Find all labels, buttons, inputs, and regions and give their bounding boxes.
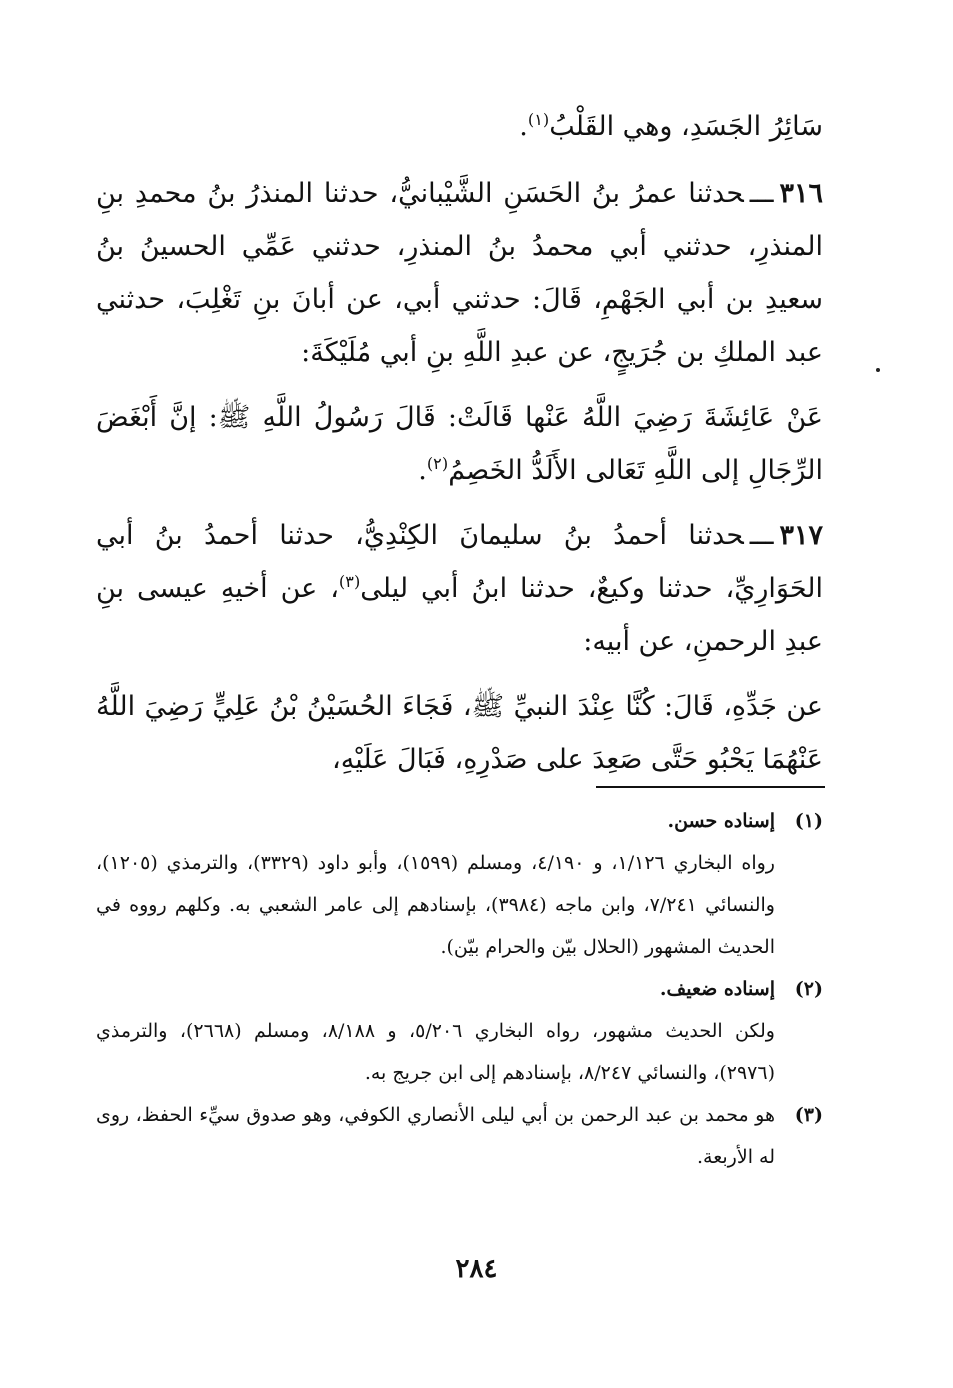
hadith-316-matn bbox=[96, 391, 823, 497]
hadith-number-316: ٣١٦ bbox=[779, 178, 823, 209]
footnote-body: رواه البخاري ١/١٢٦، و ٤/١٩٠، ومسلم (١٥٩٩)، وأبو داود (٣٣٢٩)، والترمذي (١٢٠٥)، والنسائي ٧/٢٤١، وابن ماجه (٣٩٨٤)، بإسنادهم إلى عامر الشعبي به. وكلهم رووه في الحديث المشهور (الحلال بيّن والحرام بيّن). bbox=[96, 852, 775, 958]
footnote-ref-3[interactable]: (٣) bbox=[338, 572, 361, 591]
footnote-ref-1[interactable]: (١) bbox=[527, 110, 550, 129]
footnote-body: هو محمد بن عبد الرحمن بن أبي ليلى الأنصاري الكوفي، وهو صدوق سيِّء الحفظ، روى له الأربعة. bbox=[96, 1104, 775, 1168]
footnote-body: ولكن الحديث مشهور، رواه البخاري ٥/٢٠٦، و ٨/١٨٨، ومسلم (٢٦٦٨)، والترمذي (٢٩٧٦)، والنسائي ٨/٢٤٧، بإسنادهم إلى ابن جريج به. bbox=[96, 1020, 775, 1084]
hadith-317-matn bbox=[96, 680, 823, 786]
footnote-ref-2[interactable]: (٢) bbox=[426, 454, 449, 473]
footnote-number: (١) bbox=[794, 810, 823, 832]
isnad-316-text: حدثنا عمرُ بنُ الحَسَنِ الشَّيْبانيُّ، حدثنا المنذرُ بنُ محمدِ بنِ المنذرِ، حدثني أبي محمدُ بنُ المنذرِ، حدثني عَمِّي الحسينُ بنُ سعيدِ بن أبي الجَهْمِ، قَالَ: حدثني أبي، عن أبانَ بنِ تَغْلِبَ، حدثني عبد الملكِ بن جُرَيجٍ، عن عبدِ اللَّهِ بنِ أبي مُلَيْكَةَ: bbox=[96, 178, 823, 368]
continuation-text: سَائِرُ الجَسَدِ، وهي القَلْبُ bbox=[549, 111, 823, 142]
stray-mark bbox=[876, 368, 880, 372]
page-number: ٢٨٤ bbox=[455, 1254, 498, 1284]
footnote-heading: إسناده حسن. bbox=[667, 810, 775, 832]
main-text-block bbox=[96, 100, 823, 798]
footnotes-block bbox=[96, 800, 823, 1178]
footnote-3 bbox=[96, 1094, 823, 1178]
footnote-number: (٢) bbox=[794, 978, 823, 1000]
hadith-316-isnad bbox=[96, 167, 823, 379]
hadith-317-isnad bbox=[96, 509, 823, 668]
matn-317-text: عن جَدِّهِ، قَالَ: كُنَّا عِنْدَ النبيِّ ﷺ، فَجَاءَ الحُسَيْنُ بْنُ عَلِيٍّ رَضِيَ اللَّهُ عَنْهُمَا يَحْبُو حَتَّى صَعِدَ على صَدْرِهِ، فَبَالَ عَلَيْهِ، bbox=[96, 691, 823, 775]
isnad-317-text-a: حدثنا أحمدُ بنُ سليمانَ الكِنْدِيُّ، حدثنا أحمدُ بنُ أبي الحَوَارِيِّ، حدثنا وكيعٌ، حدثنا ابنُ أبي ليلى bbox=[96, 520, 823, 604]
footnote-1 bbox=[96, 800, 823, 968]
hadith-dash: ـــ bbox=[749, 178, 774, 209]
isnad-317-text-b: ، عن أخيهِ عيسى بنِ عبدِ الرحمنِ، عن أبيه: bbox=[96, 573, 823, 657]
hadith-dash: ـــ bbox=[749, 520, 774, 551]
matn-316-tail: . bbox=[418, 455, 427, 486]
continuation-tail: . bbox=[519, 111, 528, 142]
footnote-2 bbox=[96, 968, 823, 1094]
footnote-heading: إسناده ضعيف. bbox=[659, 978, 775, 1000]
paragraph-continuation bbox=[96, 100, 823, 153]
footnote-divider bbox=[596, 786, 825, 788]
hadith-number-317: ٣١٧ bbox=[779, 520, 823, 551]
matn-316-text: عَنْ عَائِشَةَ رَضِيَ اللَّهُ عَنْها قَالَتْ: قَالَ رَسُولُ اللَّهِ ﷺ: إنَّ أَبْغَضَ الرِّجَالِ إلى اللَّهِ تَعَالى الأَلَدُّ الخَصِمُ bbox=[96, 402, 823, 486]
footnote-number: (٣) bbox=[794, 1104, 823, 1126]
